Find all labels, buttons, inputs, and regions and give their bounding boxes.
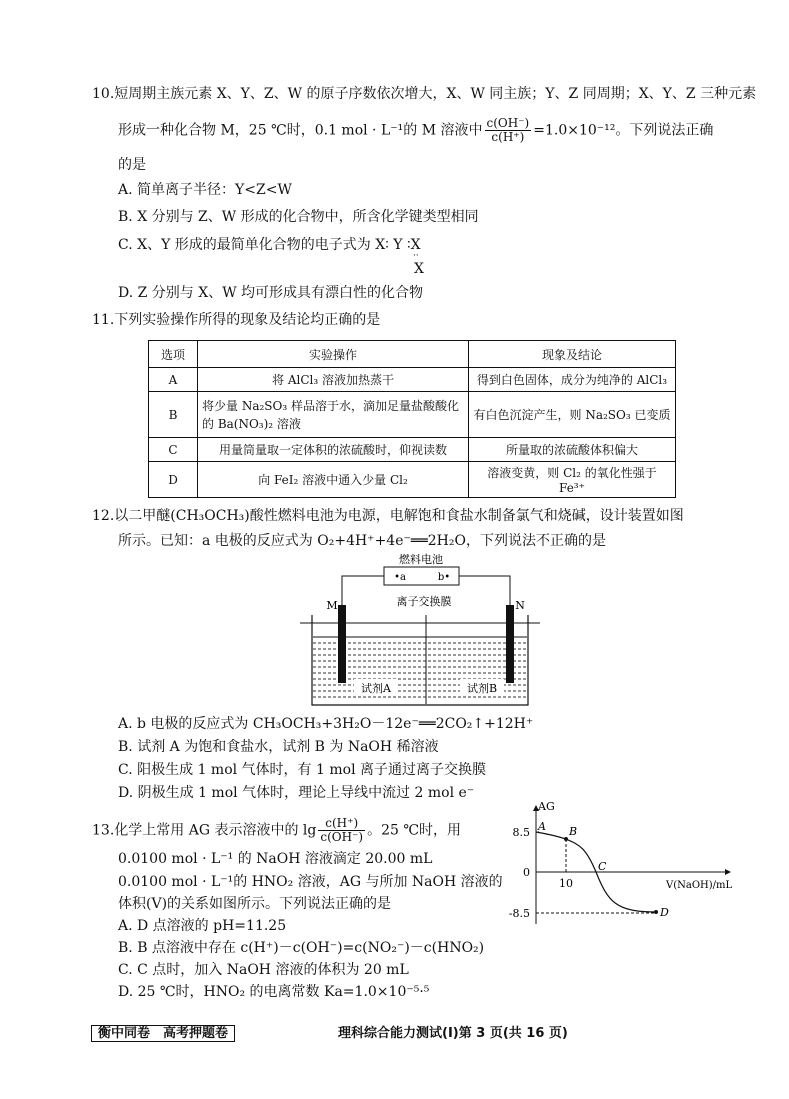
x-tick-10: 10 xyxy=(559,877,573,890)
q13-fraction xyxy=(318,817,365,844)
battery-label: 燃料电池 xyxy=(399,553,443,566)
table-row xyxy=(149,438,676,462)
point-label-b: B xyxy=(569,825,578,839)
q10-option-c: C. X、Y 形成的最简单化合物的电子式为 X∶ Y ∶X xyxy=(118,237,421,253)
q12-line1: 12.以二甲醚(CH₃OCH₃)酸性燃料电池为电源，电解饱和食盐水制备氯气和烧碱，设计装置如图 xyxy=(92,508,684,524)
row-option: B xyxy=(149,392,198,438)
y-tick-top: 8.5 xyxy=(512,826,530,839)
point-label-c: C xyxy=(598,860,607,873)
electrode-m xyxy=(338,605,346,683)
footer-left xyxy=(91,1023,235,1045)
header-result: 现象及结论 xyxy=(469,341,676,368)
q11-stem: 11.下列实验操作所得的现象及结论均正确的是 xyxy=(92,312,381,328)
electrode-m-label: M xyxy=(326,599,338,612)
q10-line2-end: =1.0×10⁻¹²。下列说法正确 xyxy=(533,122,714,139)
q13-option-d: D. 25 ℃时，HNO₂ 的电离常数 Ka=1.0×10⁻⁵·⁵ xyxy=(118,984,430,1000)
wire-right xyxy=(459,576,510,605)
row-result: 有白色沉淀产生，则 Na₂SO₃ 已变质 xyxy=(469,392,676,438)
q10-line1: 10.短周期主族元素 X、Y、Z、W 的原子序数依次增大，X、W 同主族；Y、Z 同周期；X、Y、Z 三种元素 xyxy=(92,86,757,102)
footer-center: 理科综合能力测试(Ⅰ)第 3 页(共 16 页) xyxy=(338,1026,568,1041)
row-operation: 将少量 Na₂SO₃ 样品溶于水，滴加足量盐酸酸化的 Ba(NO₃)₂ 溶液 xyxy=(198,392,469,438)
q10-line2-start: 形成一种化合物 M，25 ℃时，0.1 mol · L⁻¹的 M 溶液中 xyxy=(118,122,483,139)
experiment-table xyxy=(148,340,676,498)
table-row xyxy=(149,462,676,498)
q10-option-b: B. X 分别与 Z、W 形成的化合物中，所含化学键类型相同 xyxy=(118,209,479,225)
q10-line3: 的是 xyxy=(118,157,146,173)
row-operation: 向 FeI₂ 溶液中通入少量 Cl₂ xyxy=(198,462,469,498)
q13-line1-end: 。25 ℃时，用 xyxy=(367,822,462,839)
reagent-b-label: 试剂B xyxy=(466,682,498,695)
row-option: A xyxy=(149,368,198,392)
membrane-label: 离子交换膜 xyxy=(396,595,452,608)
y-tick-bottom: -8.5 xyxy=(508,907,530,920)
q10-option-d: D. Z 分别与 X、W 均可形成具有漂白性的化合物 xyxy=(118,285,424,301)
y-tick-zero: 0 xyxy=(523,866,530,879)
wire-left xyxy=(342,576,384,605)
table-row xyxy=(149,368,676,392)
table-row xyxy=(149,392,676,438)
q12-option-d: D. 阴极生成 1 mol 气体时，理论上导线中流过 2 mol e⁻ xyxy=(118,785,475,801)
q13-option-c: C. C 点时，加入 NaOH 溶液的体积为 20 mL xyxy=(118,962,409,978)
q13-line4: 体积(V)的关系如图所示。下列说法正确的是 xyxy=(118,896,392,912)
q12-option-a: A. b 电极的反应式为 CH₃OCH₃+3H₂O－12e⁻══2CO₂↑+12H⁺ xyxy=(118,716,534,732)
q13-line1-start: 13.化学上常用 AG 表示溶液中的 lg xyxy=(92,822,317,839)
q12-line2: 所示。已知：a 电极的反应式为 O₂+4H⁺+4e⁻══2H₂O，下列说法不正确的是 xyxy=(118,533,606,549)
reagent-a-label: 试剂A xyxy=(361,682,391,695)
table-header-row xyxy=(149,341,676,368)
q12-option-b: B. 试剂 A 为饱和食盐水，试剂 B 为 NaOH 稀溶液 xyxy=(118,739,439,755)
q10-option-c-sub: X xyxy=(414,261,424,277)
q13-option-b: B. B 点溶液中存在 c(H⁺)－c(OH⁻)=c(NO₂⁻)－c(HNO₂) xyxy=(118,940,485,956)
point-label-d: D xyxy=(660,906,669,919)
electrode-b-label: b• xyxy=(437,572,451,583)
electrolysis-diagram xyxy=(296,553,546,713)
q10-line2 xyxy=(118,117,713,144)
y-axis-label: AG xyxy=(538,800,555,813)
header-option: 选项 xyxy=(149,341,198,368)
q12-option-c: C. 阳极生成 1 mol 气体时，有 1 mol 离子通过离子交换膜 xyxy=(118,762,486,778)
row-operation: 将 AlCl₃ 溶液加热蒸干 xyxy=(198,368,469,392)
q10-electron-dots: ·· xyxy=(413,251,419,261)
electrode-n-label: N xyxy=(515,599,525,612)
point-b xyxy=(564,837,568,841)
q13-frac-den: c(OH⁻) xyxy=(320,830,364,844)
q13-frac-num: c(H⁺) xyxy=(318,817,365,831)
q13-line2: 0.0100 mol · L⁻¹ 的 NaOH 溶液滴定 20.00 mL xyxy=(118,851,433,867)
point-d xyxy=(654,910,658,914)
header-operation: 实验操作 xyxy=(198,341,469,368)
q13-line3: 0.0100 mol · L⁻¹的 HNO₂ 溶液，AG 与所加 NaOH 溶液的 xyxy=(118,874,503,890)
row-option: C xyxy=(149,438,198,462)
ag-titration-chart xyxy=(500,800,740,930)
q13-line1 xyxy=(92,817,461,844)
row-result: 得到白色固体，成分为纯净的 AlCl₃ xyxy=(469,368,676,392)
q10-frac-den: c(H⁺) xyxy=(491,130,525,144)
row-result: 所量取的浓硫酸体积偏大 xyxy=(469,438,676,462)
x-axis-label: V(NaOH)/mL xyxy=(666,880,733,891)
row-option: D xyxy=(149,462,198,498)
point-label-a: A xyxy=(538,820,546,833)
q10-fraction xyxy=(485,117,532,144)
row-operation: 用量筒量取一定体积的浓硫酸时，仰视读数 xyxy=(198,438,469,462)
q13-option-a: A. D 点溶液的 pH=11.25 xyxy=(118,918,287,934)
q10-option-a: A. 简单离子半径：Y<Z<W xyxy=(118,182,292,198)
electrode-a-label: •a xyxy=(394,572,406,583)
row-result: 溶液变黄，则 Cl₂ 的氧化性强于 Fe³⁺ xyxy=(469,462,676,498)
footer-left-text: 衡中同卷 高考押题卷 xyxy=(91,1025,235,1042)
q10-frac-num: c(OH⁻) xyxy=(486,116,530,130)
electrode-n xyxy=(506,605,514,683)
